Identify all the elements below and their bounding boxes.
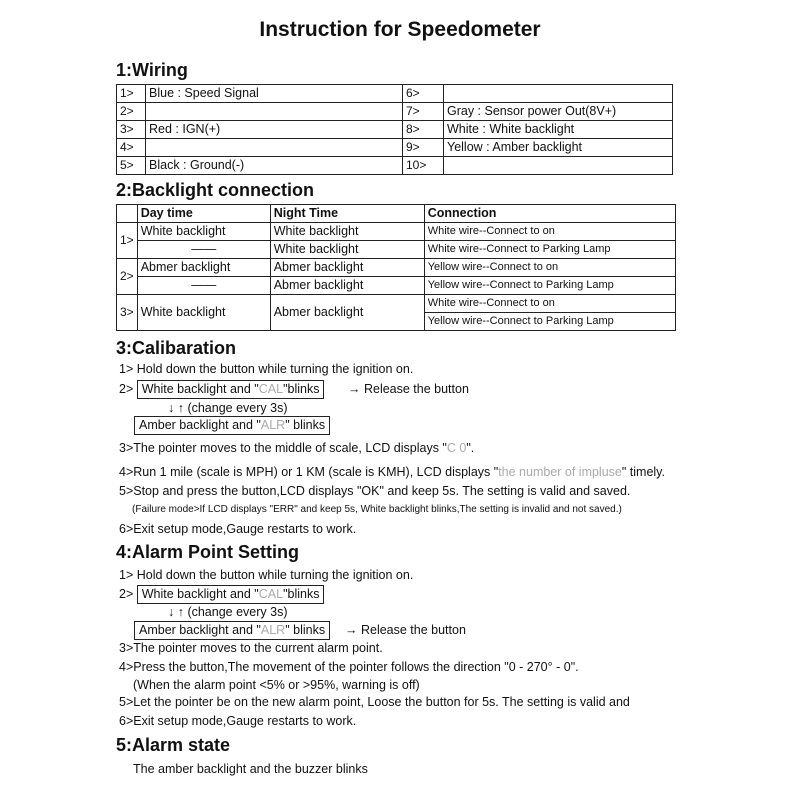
backlight-cell: White wire--Connect to on — [424, 295, 675, 313]
text: ". — [466, 441, 475, 455]
wiring-cell — [444, 85, 673, 103]
cal-text: CAL — [258, 382, 284, 396]
step-number: 2> — [119, 587, 134, 601]
backlight-table — [116, 204, 676, 331]
wiring-cell: Gray : Sensor power Out(8V+) — [444, 103, 673, 121]
wiring-cell — [146, 103, 403, 121]
amber-alr-line — [134, 621, 330, 640]
text: " timely. — [621, 465, 665, 479]
alarm-note: (When the alarm point <5% or >95%, warning is off) — [133, 678, 420, 692]
wiring-cell: 8> — [403, 121, 444, 139]
wiring-cell: Black : Ground(-) — [146, 157, 403, 175]
wiring-cell: 9> — [403, 139, 444, 157]
lcd-value: C 0 — [446, 441, 467, 455]
backlight-cell: Abmer backlight — [270, 295, 424, 331]
backlight-row — [117, 277, 676, 295]
wiring-cell: 4> — [117, 139, 146, 157]
wiring-cell: White : White backlight — [444, 121, 673, 139]
wiring-row — [117, 121, 673, 139]
box-text: Amber backlight and " — [139, 418, 261, 432]
box-text: White backlight and " — [141, 587, 259, 601]
backlight-row — [117, 223, 676, 241]
header-cell: Day time — [137, 205, 270, 223]
wiring-cell: 10> — [403, 157, 444, 175]
alarm-step-3: 3>The pointer moves to the current alarm point. — [119, 641, 383, 655]
backlight-cell: Abmer backlight — [137, 259, 270, 277]
backlight-cell: —— — [137, 277, 270, 295]
calibration-step-5: 5>Stop and press the button,LCD displays "OK" and keep 5s. The setting is valid and saved. — [119, 484, 631, 498]
backlight-header-row — [117, 205, 676, 223]
wiring-cell — [444, 157, 673, 175]
wiring-cell: 3> — [117, 121, 146, 139]
backlight-cell: White backlight — [137, 295, 270, 331]
box-text: "blinks — [283, 382, 320, 396]
backlight-cell: Yellow wire--Connect to on — [424, 259, 675, 277]
wiring-row — [117, 85, 673, 103]
page-title: Instruction for Speedometer — [259, 18, 541, 41]
lcd-value: the number of impluse — [498, 465, 622, 479]
section-heading-alarm-state: 5:Alarm state — [116, 735, 231, 755]
section-heading-alarm: 4:Alarm Point Setting — [116, 542, 300, 562]
step-number: 2> — [119, 382, 134, 396]
alarm-step-4: 4>Press the button,The movement of the pointer follows the direction "0 - 270° - 0". — [119, 660, 579, 674]
wiring-row — [117, 139, 673, 157]
calibration-step-1: 1> Hold down the button while turning the ignition on. — [119, 362, 414, 376]
failure-mode-note: (Failure mode>If LCD displays "ERR" and keep 5s, White backlight blinks,The setting is invalid and not saved.) — [132, 504, 622, 515]
wiring-cell: 7> — [403, 103, 444, 121]
cal-blinks-box — [137, 380, 325, 399]
backlight-row — [117, 259, 676, 277]
calibration-step-3 — [119, 441, 474, 455]
backlight-cell: Yellow wire--Connect to Parking Lamp — [424, 277, 675, 295]
alarm-state-text: The amber backlight and the buzzer blinks — [133, 762, 368, 776]
header-cell — [117, 205, 138, 223]
section-heading-wiring: 1:Wiring — [116, 60, 188, 80]
change-note: ↓ ↑ (change every 3s) — [168, 605, 288, 619]
cal-blinks-box — [137, 585, 325, 604]
wiring-cell: 1> — [117, 85, 146, 103]
alr-blinks-box — [134, 621, 330, 640]
section-heading-backlight: 2:Backlight connection — [116, 180, 315, 200]
wiring-cell: Blue : Speed Signal — [146, 85, 403, 103]
alarm-step-1: 1> Hold down the button while turning the ignition on. — [119, 568, 414, 582]
section-heading-calibration: 3:Calibaration — [116, 338, 237, 358]
row-number: 2> — [117, 259, 138, 295]
cal-text: CAL — [258, 587, 284, 601]
wiring-cell: 2> — [117, 103, 146, 121]
wiring-row — [117, 103, 673, 121]
alarm-step-6: 6>Exit setup mode,Gauge restarts to work. — [119, 714, 357, 728]
wiring-cell — [146, 139, 403, 157]
backlight-cell: Yellow wire--Connect to Parking Lamp — [424, 313, 675, 331]
box-text: Amber backlight and " — [139, 623, 261, 637]
release-note: → Release the button — [348, 382, 469, 396]
calibration-step-2 — [119, 380, 324, 399]
alr-blinks-box — [134, 416, 330, 435]
calibration-step-6: 6>Exit setup mode,Gauge restarts to work. — [119, 522, 357, 536]
backlight-cell: White wire--Connect to Parking Lamp — [424, 241, 675, 259]
change-note: ↓ ↑ (change every 3s) — [168, 401, 288, 415]
backlight-cell: White backlight — [270, 223, 424, 241]
row-number: 3> — [117, 295, 138, 331]
alr-text: ALR — [260, 623, 286, 637]
backlight-cell: White wire--Connect to on — [424, 223, 675, 241]
calibration-step-4 — [119, 465, 665, 479]
wiring-row — [117, 157, 673, 175]
box-text: " blinks — [285, 623, 326, 637]
box-text: White backlight and " — [141, 382, 259, 396]
amber-alr-line — [134, 416, 330, 435]
wiring-cell: Red : IGN(+) — [146, 121, 403, 139]
release-note: → Release the button — [345, 623, 466, 637]
box-text: "blinks — [283, 587, 320, 601]
backlight-row — [117, 241, 676, 259]
alr-text: ALR — [260, 418, 286, 432]
backlight-row — [117, 295, 676, 313]
box-text: " blinks — [285, 418, 326, 432]
alarm-step-2 — [119, 585, 324, 604]
backlight-cell: White backlight — [137, 223, 270, 241]
wiring-cell: 5> — [117, 157, 146, 175]
wiring-cell: Yellow : Amber backlight — [444, 139, 673, 157]
text: 3>The pointer moves to the middle of scale, LCD displays " — [119, 441, 447, 455]
backlight-cell: —— — [137, 241, 270, 259]
backlight-cell: Abmer backlight — [270, 277, 424, 295]
row-number: 1> — [117, 223, 138, 259]
wiring-table — [116, 84, 673, 175]
text: 4>Run 1 mile (scale is MPH) or 1 KM (scale is KMH), LCD displays " — [119, 465, 499, 479]
backlight-cell: White backlight — [270, 241, 424, 259]
backlight-cell: Abmer backlight — [270, 259, 424, 277]
header-cell: Connection — [424, 205, 675, 223]
wiring-cell: 6> — [403, 85, 444, 103]
alarm-step-5: 5>Let the pointer be on the new alarm point, Loose the button for 5s. The setting is valid and — [119, 695, 630, 709]
header-cell: Night Time — [270, 205, 424, 223]
